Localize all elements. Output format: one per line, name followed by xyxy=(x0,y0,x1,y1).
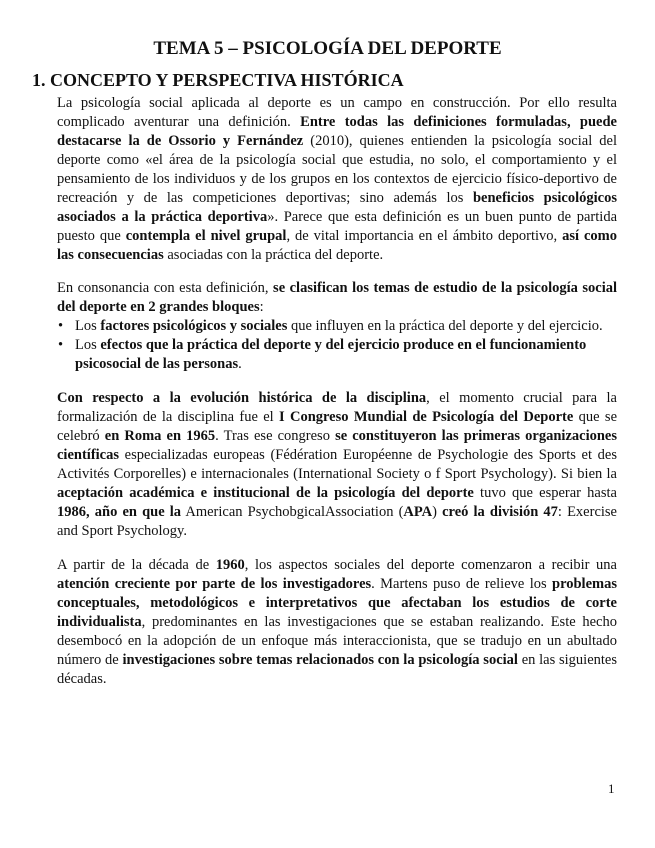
text-run: . Tras ese congreso xyxy=(215,428,336,444)
text-run: , los aspectos sociales del deporte comenzaron a recibir una xyxy=(244,557,617,573)
paragraph-definition xyxy=(57,94,617,265)
text-run: , el momento crucial para la formalización de la disciplina fue el xyxy=(57,390,617,425)
text-run: que influyen en la práctica del deporte y del ejercicio. xyxy=(287,318,603,334)
paragraph-history xyxy=(57,389,617,541)
bold-run: 1986, año en que la xyxy=(57,504,182,520)
bold-run: Con respecto a la evolución histórica de la disciplina xyxy=(57,390,427,406)
text-run: (2010), quienes entienden la psicología social del deporte como «el área de la psicología social que estudia, no solo, el comportamiento y el pensamiento de los individuos y de los grupos en los contextos de ejercicio físico-deportivo de recreación y de las competiciones deportivas; sino además los xyxy=(57,133,617,206)
bold-run: APA xyxy=(403,504,433,520)
page-title: TEMA 5 – PSICOLOGÍA DEL DEPORTE xyxy=(153,38,502,59)
bold-run: Entre todas las definiciones formuladas, puede destacarse la de Ossorio y Fernández xyxy=(57,114,617,149)
bold-run: 1960 xyxy=(215,557,245,573)
text-run: La psicología social aplicada al deporte es un campo en construcción. Por ello resulta complicado aventurar una definición. xyxy=(57,95,617,130)
paragraph-classification xyxy=(57,279,617,317)
text-run: que se celebró xyxy=(57,409,618,444)
bold-run: factores psicológicos y sociales xyxy=(100,318,288,334)
bold-run: creó la división 47 xyxy=(442,504,558,520)
bullet-icon: • xyxy=(58,337,64,353)
text-run: asociadas con la práctica del deporte. xyxy=(163,247,384,263)
bold-run: se constituyeron las primeras organizaciones científicas xyxy=(57,428,617,463)
bold-run: aceptación académica e institucional de la psicología del deporte xyxy=(57,485,474,501)
text-run: tuvo que esperar hasta xyxy=(473,485,617,501)
text-run: . xyxy=(238,356,242,372)
text-run: . Martens puso de relieve los xyxy=(371,576,552,592)
text-run: En consonancia con esta definición, xyxy=(57,280,274,296)
bold-run: contempla el nivel grupal xyxy=(125,228,287,244)
text-run: ) xyxy=(432,504,443,520)
document-body xyxy=(57,94,617,689)
text-run: : xyxy=(259,299,264,315)
text-run: ». Parece que esta definición es un buen punto de partida puesto que xyxy=(57,209,617,244)
text-run: A partir de la década de xyxy=(57,557,216,573)
text-run: , predominantes en las investigaciones que se estaban realizando. Este hecho desembocó en la adopción de un enfoque más interaccionista, que se tradujo en un abultado número de xyxy=(57,614,617,668)
bold-run: atención creciente por parte de los investigadores xyxy=(57,576,372,592)
bold-run: se clasifican los temas de estudio de la psicología social del deporte en 2 grandes bloques xyxy=(57,280,618,315)
bold-run: investigaciones sobre temas relacionados con la psicología social xyxy=(122,652,518,668)
bullet-item-factors xyxy=(57,317,617,336)
page-number: 1 xyxy=(608,781,615,796)
bold-run: beneficios psicológicos asociados a la práctica deportiva xyxy=(57,190,617,225)
bullet-list xyxy=(57,317,617,374)
section-heading: 1. CONCEPTO Y PERSPECTIVA HISTÓRICA xyxy=(32,70,404,90)
bullet-item-effects xyxy=(57,336,617,374)
text-run: , de vital importancia en el ámbito deportivo, xyxy=(286,228,563,244)
bold-run: así como las consecuencias xyxy=(57,228,618,263)
text-run: American PsychobgicalAssociation ( xyxy=(181,504,404,520)
text-run: Los xyxy=(75,318,101,334)
text-run: en las siguientes décadas. xyxy=(57,652,617,687)
text-run: especializadas europeas (Fédération Européenne de Psychologie des Sports et des Activités Corporelles) e internacionales (International Society o f Sport Psychology). Si bien la xyxy=(57,447,617,482)
text-run: Los xyxy=(75,337,101,353)
paragraph-1960s xyxy=(57,556,617,689)
bullet-icon: • xyxy=(58,318,64,334)
bold-run: I Congreso Mundial de Psicología del Deporte xyxy=(279,409,574,425)
text-run: : Exercise and Sport Psychology. xyxy=(57,504,617,539)
bold-run: en Roma en 1965 xyxy=(104,428,216,444)
bold-run: efectos que la práctica del deporte y del ejercicio produce en el funcionamiento psicosocial de las personas xyxy=(75,337,587,372)
bold-run: problemas conceptuales, metodológicos e interpretativos que afectaban los estudios de corte individualista xyxy=(57,576,617,630)
